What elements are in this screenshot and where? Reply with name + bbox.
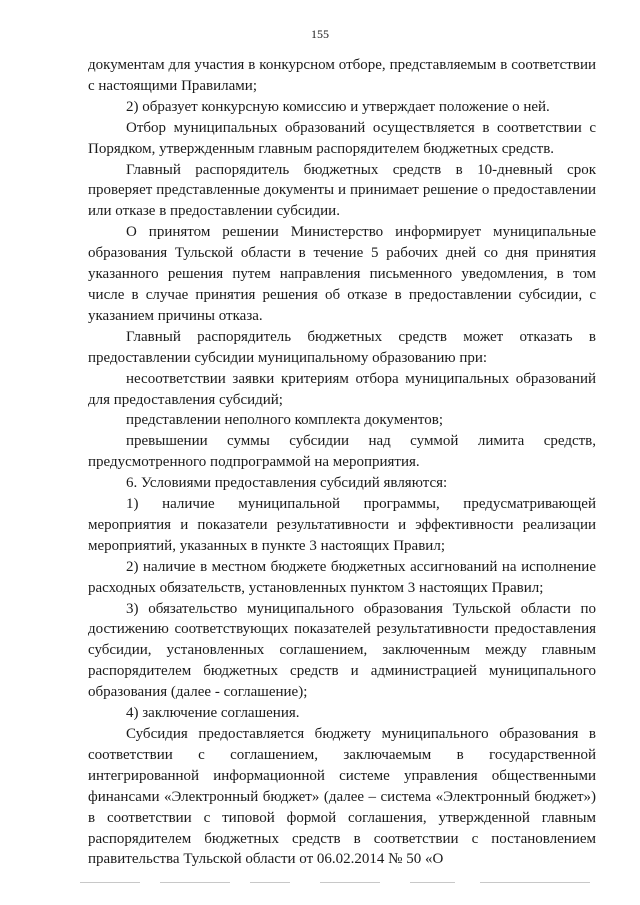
paragraph-11: 1) наличие муниципальной программы, предусматривающей мероприятия и показатели результативности и эффективности реализации мероприятий, указанных в пункте 3 настоящих Правил; <box>88 496 596 554</box>
paragraph-8: представлении неполного комплекта документов; <box>126 412 444 429</box>
paragraph-7: несоответствии заявки критериям отбора муниципальных образований для предоставления субсидий; <box>88 370 596 408</box>
page-number: 155 <box>311 27 329 41</box>
paragraph-14: 4) заключение соглашения. <box>126 705 300 722</box>
paragraph-10: 6. Условиями предоставления субсидий являются: <box>126 475 448 492</box>
paragraph-15: Субсидия предоставляется бюджету муниципального образования в соответствии с соглашением, заключаемым в государственной интегрированной информационной системе управления общественными финансами «Электронный бюджет» (далее – система «Электронный бюджет») в соответствии с типовой формой соглашения, утвержденной главным распорядителем бюджетных средств в соответствии с постановлением правительства Тульской области от 06.02.2014 № 50 «О <box>88 726 596 868</box>
paragraph-9: превышении суммы субсидии над суммой лимита средств, предусмотренного подпрограммой на мероприятия. <box>88 433 596 471</box>
paragraph-1: документам для участия в конкурсном отборе, представляемым в соответствии с настоящими Правилами; <box>88 57 596 94</box>
paragraph-3: Отбор муниципальных образований осуществляется в соответствии с Порядком, утвержденным главным распорядителем бюджетных средств. <box>88 119 596 157</box>
paragraph-4: Главный распорядитель бюджетных средств в 10-дневный срок проверяет представленные документы и принимает решение о предоставлении или отказе в предоставлении субсидии. <box>88 161 596 220</box>
paragraph-2: 2) образует конкурсную комиссию и утверждает положение о ней. <box>126 98 550 115</box>
document-body <box>88 55 596 870</box>
scan-artifact-line <box>80 880 600 886</box>
paragraph-12: 2) наличие в местном бюджете бюджетных ассигнований на исполнение расходных обязательств, установленных пунктом 3 настоящих Правил; <box>88 558 596 596</box>
paragraph-5: О принятом решении Министерство информирует муниципальные образования Тульской области в течение 5 рабочих дней со дня принятия указанного решения путем направления письменного уведомления, в том числе в случае принятия решения об отказе в предоставлении субсидии, с указанием причины отказа. <box>88 224 596 324</box>
paragraph-13: 3) обязательство муниципального образования Тульской области по достижению соответствующих показателей результативности предоставления субсидии, установленных соглашением, заключенным между главным распорядителем бюджетных средств и администрацией муниципального образования (далее - соглашение); <box>88 600 596 701</box>
paragraph-6: Главный распорядитель бюджетных средств может отказать в предоставлении субсидии муниципальному образованию при: <box>88 328 596 366</box>
